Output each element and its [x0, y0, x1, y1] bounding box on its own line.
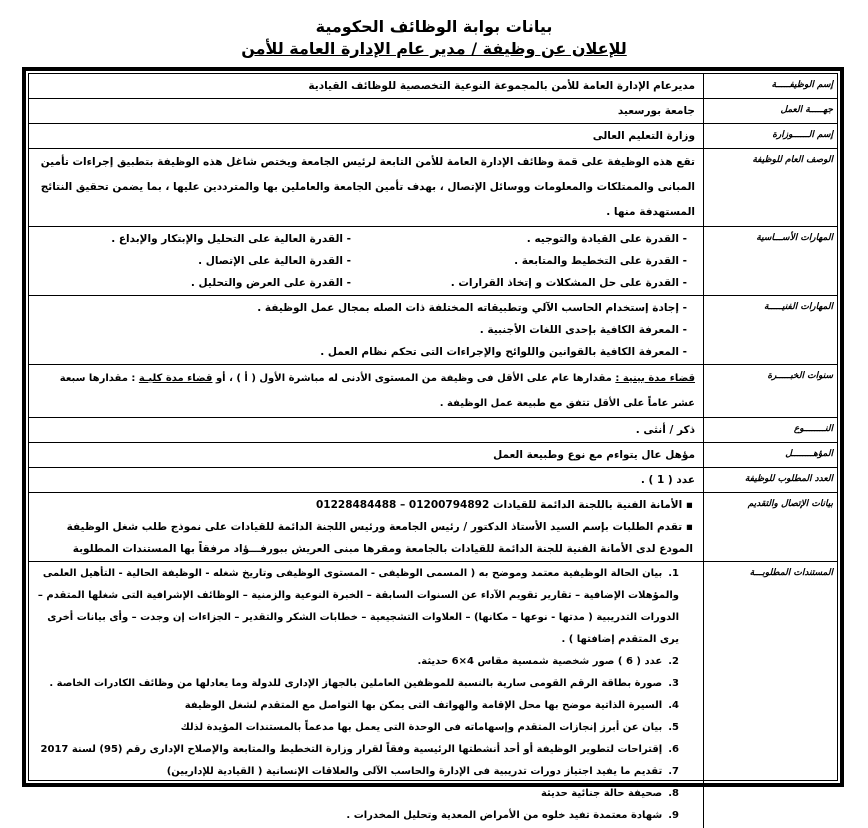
- document-item-text: تقديم ما يفيد اجتياز دورات تدريبية فى الإدارة والحاسب الآلى والعلاقات الإنسانية ( القيادية للإداريين): [167, 766, 663, 777]
- document-item-text: بيان الحالة الوظيفية معتمد وموضح به ( المسمى الوظيفى - المستوى الوظيفى وتاريخ شغله - الوظيفة الحالية - التأهيل العلمى والمؤهلات الإضافية – تقارير تقويم الآداء عن السنوات السابقة – الخبرة النوعية والزمنية – الوظائف الإشرافية التى شغلها المتقدم – الدورات التدريبية ( مدتها - نوعها – مكانها) – العلاوات التشجيعية – خطابات الشكر والتقدير – الجزاءات إن وجدت – وأى بيانات أخرى يرى المتقدم إضافتها ) .: [38, 568, 679, 645]
- contact-line-submission: ▪ تقدم الطلبات بإسم السيد الأستاذ الدكتور / رئيس الجامعة ورئيس اللجنة الدائمة للقيادات على نموذج طلب شغل الوظيفة المودع لدى الأمانة الفنية للجنة الدائمة للقيادات بالجامعة ومقرها مبنى العريش ببورفـــؤاد مرفقاً بها المستندات المطلوبة: [35, 516, 693, 560]
- row-employer: [29, 99, 837, 124]
- row-description: [29, 149, 837, 227]
- label-documents: المستندات المطلوبـــة: [704, 562, 838, 828]
- row-gender: [29, 418, 837, 443]
- value-job-name: مديرعام الإدارة العامة للأمن بالمجموعة النوعية التخصصية للوظائف القيادية: [29, 74, 704, 99]
- document-item-text: صورة بطاقة الرقم القومى سارية بالنسبة للموظفين العاملين بالجهاز الإدارى للدولة وما يعادلها من وظائف الكادرات الخاصة .: [49, 678, 662, 689]
- technical-skill-item: - المعرفة الكافية بإحدى اللغات الأجنبية .: [35, 319, 687, 341]
- skill-item: - القدرة على حل المشكلات و إتخاذ القرارات .: [371, 272, 687, 294]
- label-job-name: إسم الوظيفـــــة: [704, 74, 838, 99]
- document-item: [35, 761, 679, 783]
- document-item-number: 5.: [668, 717, 679, 739]
- value-ministry: وزارة التعليم العالى: [29, 124, 704, 149]
- label-ministry: إسم الــــــوزارة: [704, 124, 838, 149]
- skill-item: - القدرة على القيادة والتوجيه .: [371, 228, 687, 250]
- document-item-number: 3.: [668, 673, 679, 695]
- label-employer: جهـــــة العمل: [704, 99, 838, 124]
- document-item-number: 2.: [668, 651, 679, 673]
- job-details-frame: [22, 67, 844, 787]
- value-description: تقع هذه الوظيفة على قمة وظائف الإدارة العامة للأمن التابعة لرئيس الجامعة ويختص شاغل هذه الوظيفة بتطبيق إجراءات تأمين المبانى والممتلكات والمعلومات ووسائل الإتصال ، بهدف تأمين الجامعة والعاملين بها والمترددين عليها ، بما يضمن تحقيق النتائج المستهدفة منها .: [29, 149, 704, 227]
- required-documents-list: [35, 563, 695, 827]
- label-description: الوصف العام للوظيفة: [704, 149, 838, 227]
- label-gender: النــــــــوع: [704, 418, 838, 443]
- contact-secretariat-text: الأمانة الفنية باللجنة الدائمة للقيادات: [493, 499, 682, 511]
- label-technical-skills: المهارات الفنيـــــة: [704, 296, 838, 365]
- value-qualification: مؤهل عال يتواءم مع نوع وطبيعة العمل: [29, 443, 704, 468]
- row-count: [29, 468, 837, 493]
- skill-item: - القدرة العالية على التحليل والإبتكار والإبداع .: [35, 228, 351, 250]
- document-item: [35, 717, 679, 739]
- row-basic-skills: [29, 227, 837, 296]
- document-subtitle: للإعلان عن وظيفة / مدير عام الإدارة العامة للأمن: [0, 38, 868, 60]
- technical-skills-list: [35, 297, 695, 363]
- skill-item: - القدرة على العرض والتحليل .: [35, 272, 351, 294]
- value-count: عدد ( 1 ) .: [29, 468, 704, 493]
- document-item-number: 6.: [668, 739, 679, 761]
- technical-skill-item: - المعرفة الكافية بالقوانين واللوائح والإجراءات التى تحكم نظام العمل .: [35, 341, 687, 363]
- technical-skill-item: - إجادة إستخدام الحاسب الآلي وتطبيقاته المختلفة ذات الصله بمجال عمل الوظيفة .: [35, 297, 687, 319]
- job-details-table: [29, 74, 837, 828]
- document-item-number: 9.: [668, 805, 679, 827]
- phone-number-1: 01228484488: [316, 499, 396, 511]
- document-item: [35, 805, 679, 827]
- document-item-text: بيان عن أبرز إنجازات المتقدم وإسهاماته فى الوحدة التى يعمل بها مدعماً بالمستندات المؤيدة لذلك: [181, 722, 663, 733]
- document-item-text: شهادة معتمدة تفيد خلوه من الأمراض المعدية وتحليل المخدرات .: [346, 810, 662, 821]
- label-qualification: المؤهــــــــل: [704, 443, 838, 468]
- row-technical-skills: [29, 296, 837, 365]
- document-item: [35, 563, 679, 651]
- value-gender: ذكر / أنثى .: [29, 418, 704, 443]
- label-contact: بيانات الإتصال والتقديم: [704, 493, 838, 562]
- contact-line-phones: ▪ الأمانة الفنية باللجنة الدائمة للقيادات 01228484488 – 01200794892: [35, 494, 693, 516]
- document-item-number: 1.: [668, 563, 679, 585]
- value-employer: جامعة بورسعيد: [29, 99, 704, 124]
- row-qualification: [29, 443, 837, 468]
- skill-item: - القدرة على التخطيط والمتابعة .: [371, 250, 687, 272]
- document-header: [0, 0, 868, 60]
- document-item: [35, 739, 679, 761]
- label-count: العدد المطلوب للوظيفة: [704, 468, 838, 493]
- document-item-text: عدد ( 6 ) صور شخصية شمسية مقاس 4×6 حديثة.: [417, 656, 662, 667]
- document-item: [35, 651, 679, 673]
- document-item-number: 4.: [668, 695, 679, 717]
- label-experience: سنوات الخبـــــرة: [704, 365, 838, 418]
- document-item: [35, 695, 679, 717]
- document-item-text: إقتراحات لتطوير الوظيفة أو أحد أنشطتها الرئيسية وفقاً لقرار وزارة التخطيط والمتابعة والإصلاح الإدارى رقم (95) لسنة 2017: [41, 744, 663, 755]
- label-basic-skills: المهارات الأســـاسية: [704, 227, 838, 296]
- interval-period-text: مقدارها عام على الأقل فى وظيفة من المستوى الأدنى له مباشرة الأول ( أ ) ، أو: [212, 373, 615, 384]
- document-item-text: صحيفة حالة جنائية حديثة: [541, 788, 662, 799]
- document-item-number: 7.: [668, 761, 679, 783]
- value-experience: [29, 365, 704, 418]
- row-contact: [29, 493, 837, 562]
- row-job-name: [29, 74, 837, 99]
- row-ministry: [29, 124, 837, 149]
- document-item: [35, 783, 679, 805]
- document-title: بيانات بوابة الوظائف الحكومية: [0, 16, 868, 38]
- skill-item: - القدرة العالية على الإتصال .: [35, 250, 351, 272]
- document-item-text: السيرة الذاتية موضح بها محل الإقامة والهواتف التى يمكن بها التواصل مع المتقدم لشغل الوظيفة: [185, 700, 662, 711]
- document-item: [35, 673, 679, 695]
- total-period-label: قضاء مدة كليـة: [139, 373, 213, 384]
- document-item-number: 8.: [668, 783, 679, 805]
- interval-period-label: قضاء مدة بينية :: [615, 373, 695, 384]
- row-documents: [29, 562, 837, 828]
- phone-number-2: 01200794892: [409, 499, 489, 511]
- total-period-text: : مقدارها سبعة عشر عاماً على الأقل تتفق مع طبيعة عمل الوظيفة .: [60, 373, 695, 409]
- row-experience: [29, 365, 837, 418]
- basic-skills-list: [35, 228, 695, 294]
